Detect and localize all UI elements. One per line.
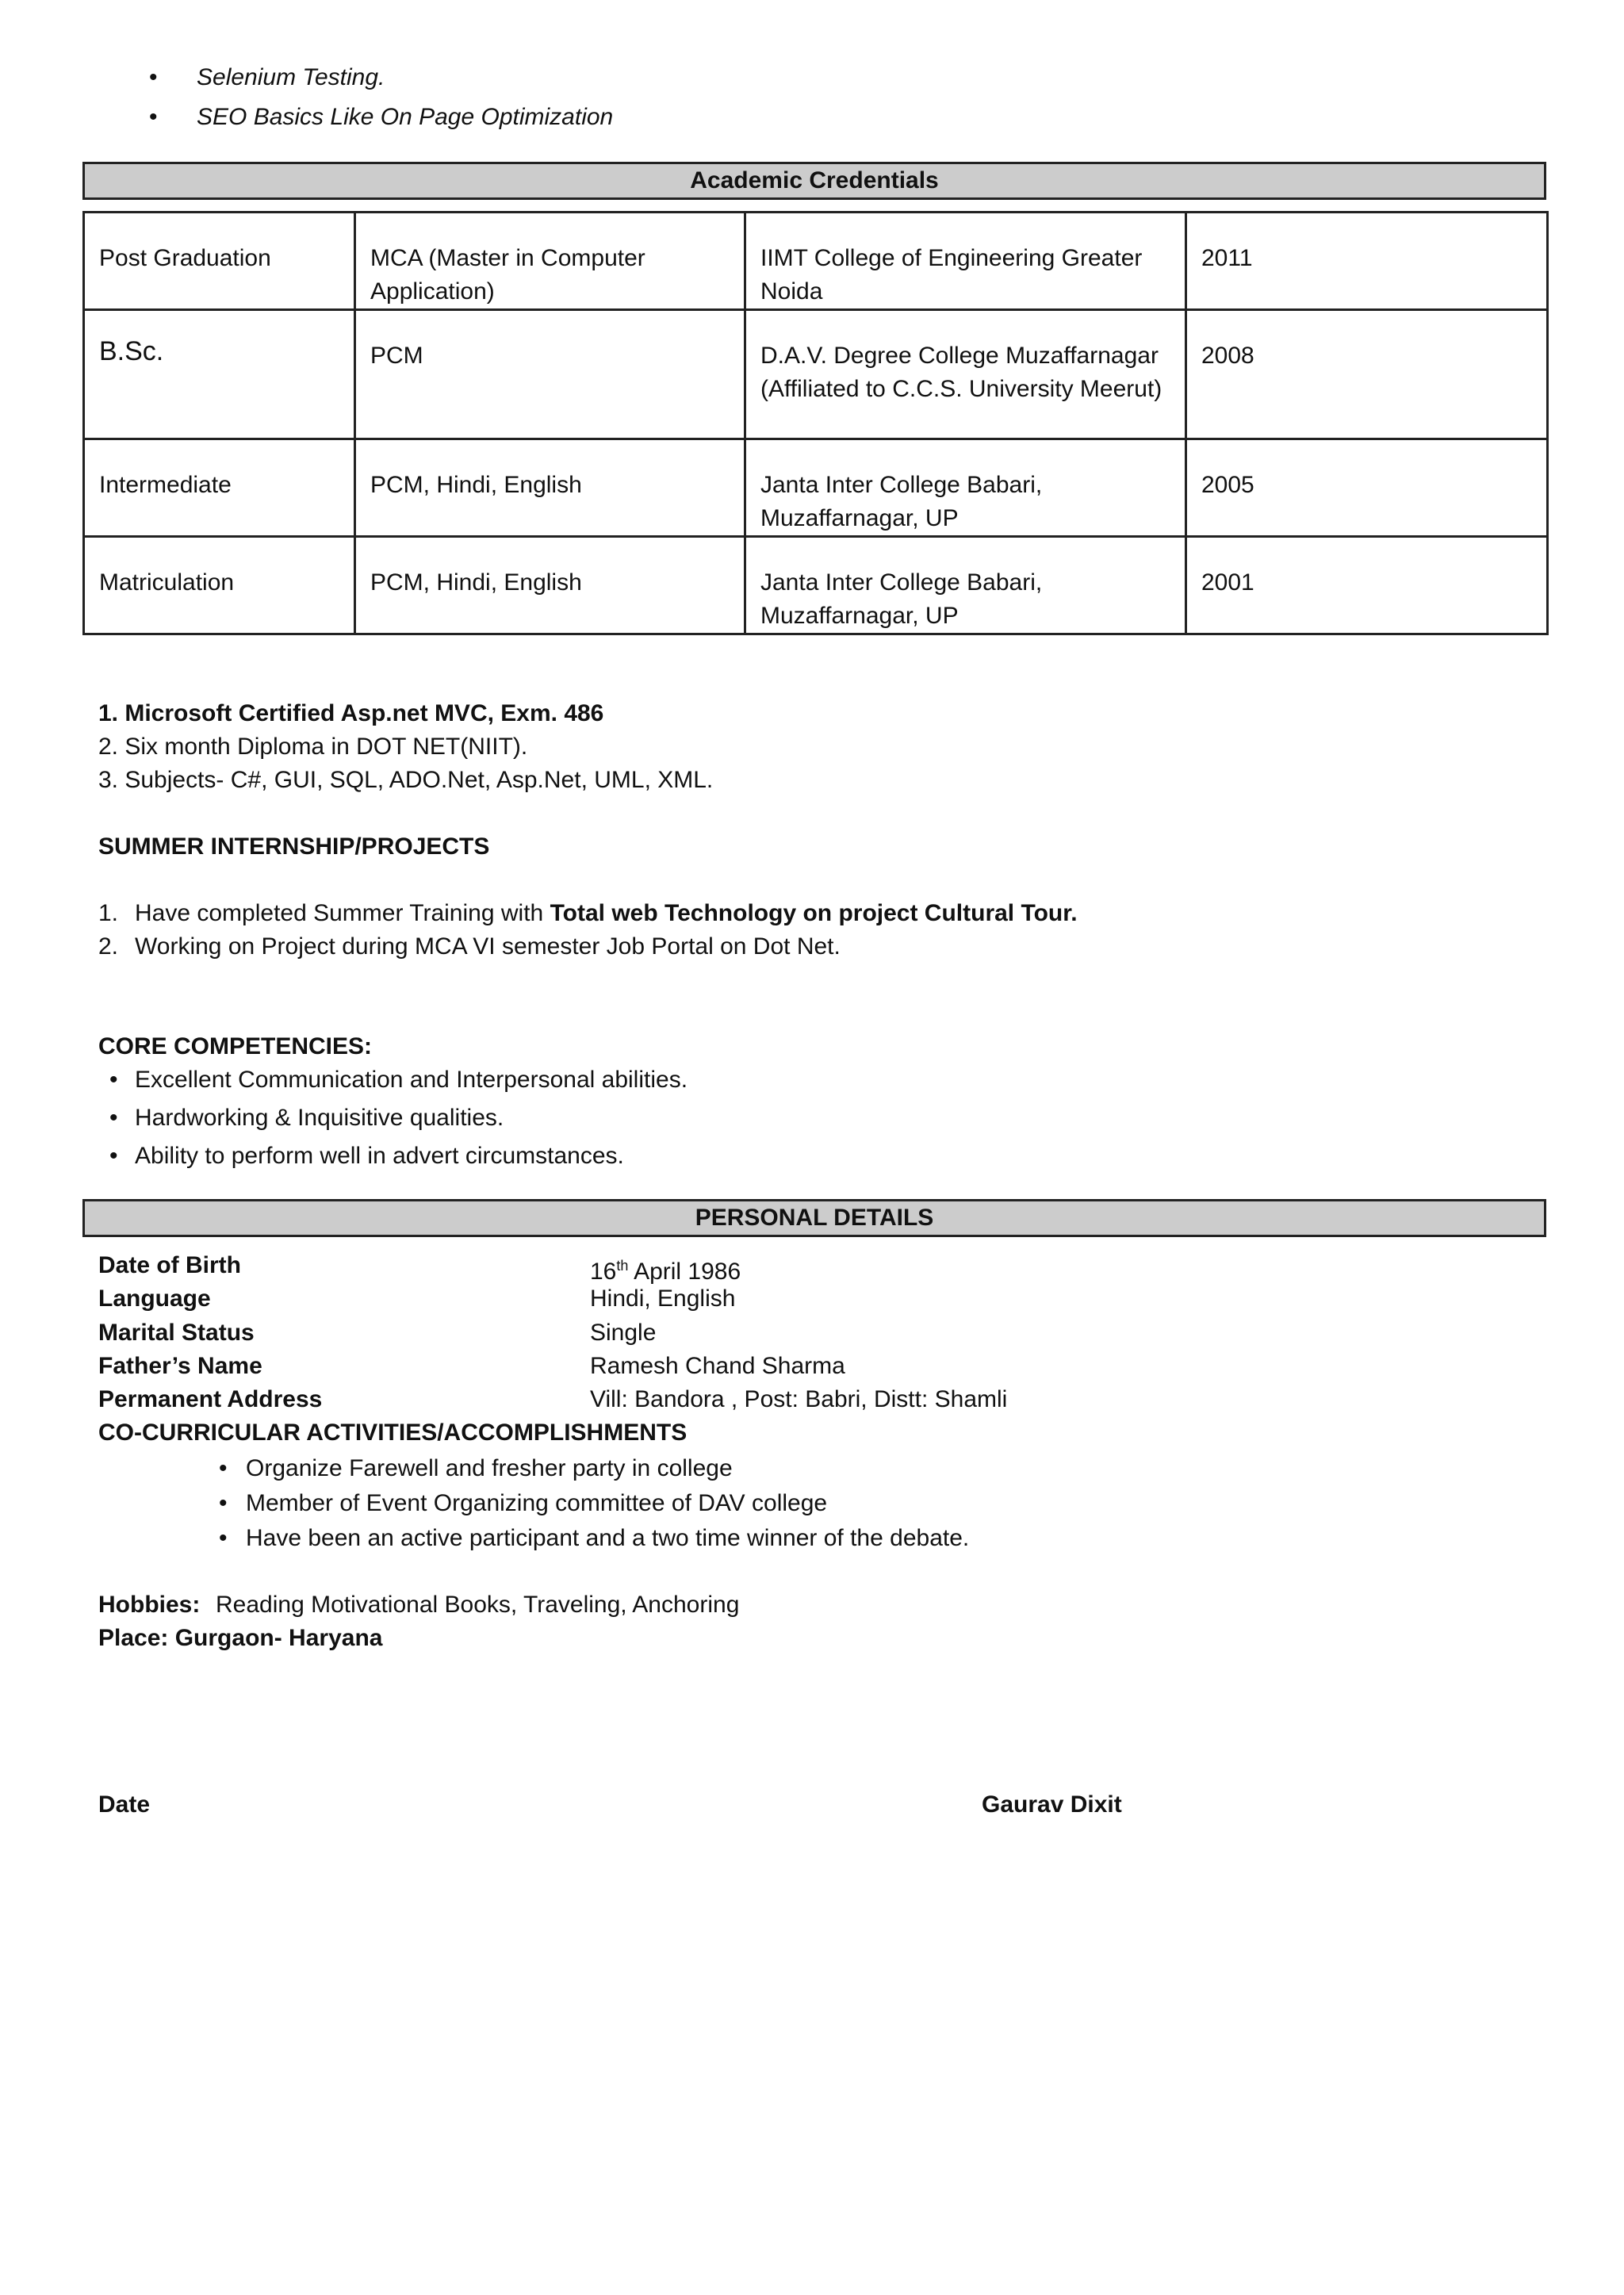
dob-month-year: April 1986 bbox=[628, 1259, 741, 1285]
academic-table bbox=[82, 211, 1549, 635]
competency-item: Excellent Communication and Interpersonal abilities. bbox=[135, 1067, 688, 1093]
permanent-address-label: Permanent Address bbox=[98, 1386, 323, 1412]
table-cell-year: 2011 bbox=[1186, 213, 1548, 310]
table-cell-course: PCM, Hindi, English bbox=[355, 439, 745, 537]
top-bullet-item: SEO Basics Like On Page Optimization bbox=[197, 104, 614, 130]
language-value: Hindi, English bbox=[590, 1285, 736, 1312]
cocurricular-heading: CO-CURRICULAR ACTIVITIES/ACCOMPLISHMENTS bbox=[98, 1420, 688, 1446]
dob-suffix: th bbox=[616, 1258, 629, 1274]
internship-item: Working on Project during MCA VI semester Job Portal on Dot Net. bbox=[135, 933, 841, 960]
father-name-label: Father’s Name bbox=[98, 1353, 262, 1379]
table-cell-course: PCM, Hindi, English bbox=[355, 537, 745, 634]
table-cell-year: 2008 bbox=[1186, 310, 1548, 439]
certification-line: 2. Six month Diploma in DOT NET(NIIT). bbox=[98, 734, 528, 760]
bullet-icon: • bbox=[149, 104, 158, 130]
cocurricular-item: Member of Event Organizing committee of DAV college bbox=[246, 1490, 828, 1516]
table-row bbox=[84, 439, 1548, 537]
academic-credentials-header: Academic Credentials bbox=[82, 162, 1546, 200]
permanent-address-value: Vill: Bandora , Post: Babri, Distt: Shamli bbox=[590, 1386, 1008, 1412]
table-cell-year: 2005 bbox=[1186, 439, 1548, 537]
bullet-icon: • bbox=[149, 64, 158, 90]
table-cell-institute: IIMT College of Engineering Greater Noida bbox=[745, 213, 1186, 310]
table-cell-level: Intermediate bbox=[84, 439, 355, 537]
internship-item-text: Have completed Summer Training with bbox=[135, 900, 550, 926]
table-cell-level: Matriculation bbox=[84, 537, 355, 634]
bullet-icon: • bbox=[109, 1143, 118, 1169]
marital-status-label: Marital Status bbox=[98, 1320, 255, 1346]
dob-value bbox=[590, 1250, 741, 1288]
personal-details-header: PERSONAL DETAILS bbox=[82, 1199, 1546, 1237]
table-row bbox=[84, 213, 1548, 310]
table-cell-course: PCM bbox=[355, 310, 745, 439]
signature-name: Gaurav Dixit bbox=[982, 1791, 1122, 1818]
table-cell-institute: Janta Inter College Babari, Muzaffarnagar, UP bbox=[745, 439, 1186, 537]
bullet-icon: • bbox=[219, 1490, 228, 1516]
bullet-icon: • bbox=[219, 1455, 228, 1481]
internship-item-bold: Total web Technology on project Cultural Tour. bbox=[550, 900, 1078, 926]
dob-label: Date of Birth bbox=[98, 1252, 241, 1278]
language-label: Language bbox=[98, 1285, 211, 1312]
father-name-value: Ramesh Chand Sharma bbox=[590, 1353, 845, 1379]
certification-line: 3. Subjects- C#, GUI, SQL, ADO.Net, Asp.Net, UML, XML. bbox=[98, 767, 714, 793]
bullet-icon: • bbox=[109, 1105, 118, 1131]
marital-status-value: Single bbox=[590, 1320, 657, 1346]
list-number: 1. bbox=[98, 900, 119, 926]
core-competencies-heading: CORE COMPETENCIES: bbox=[98, 1033, 373, 1059]
table-cell-year: 2001 bbox=[1186, 537, 1548, 634]
list-number: 2. bbox=[98, 933, 119, 960]
competency-item: Ability to perform well in advert circumstances. bbox=[135, 1143, 624, 1169]
hobbies-label: Hobbies: bbox=[98, 1592, 201, 1618]
internship-heading: SUMMER INTERNSHIP/PROJECTS bbox=[98, 833, 490, 860]
date-label: Date bbox=[98, 1791, 151, 1818]
hobbies-value: Reading Motivational Books, Traveling, Anchoring bbox=[216, 1592, 740, 1618]
table-cell-institute: Janta Inter College Babari, Muzaffarnagar, UP bbox=[745, 537, 1186, 634]
place-line: Place: Gurgaon- Haryana bbox=[98, 1625, 383, 1651]
top-bullet-item: Selenium Testing. bbox=[197, 64, 385, 90]
table-cell-level: B.Sc. bbox=[84, 310, 355, 439]
table-cell-level: Post Graduation bbox=[84, 213, 355, 310]
table-row bbox=[84, 310, 1548, 439]
table-row bbox=[84, 537, 1548, 634]
internship-item bbox=[135, 898, 1078, 929]
cocurricular-item: Have been an active participant and a two time winner of the debate. bbox=[246, 1525, 970, 1551]
table-cell-institute: D.A.V. Degree College Muzaffarnagar (Affiliated to C.C.S. University Meerut) bbox=[745, 310, 1186, 439]
certification-line: 1. Microsoft Certified Asp.net MVC, Exm. 486 bbox=[98, 700, 604, 726]
competency-item: Hardworking & Inquisitive qualities. bbox=[135, 1105, 504, 1131]
bullet-icon: • bbox=[219, 1525, 228, 1551]
table-cell-course: MCA (Master in Computer Application) bbox=[355, 213, 745, 310]
cocurricular-item: Organize Farewell and fresher party in college bbox=[246, 1455, 733, 1481]
dob-day: 16 bbox=[590, 1259, 617, 1285]
bullet-icon: • bbox=[109, 1067, 118, 1093]
